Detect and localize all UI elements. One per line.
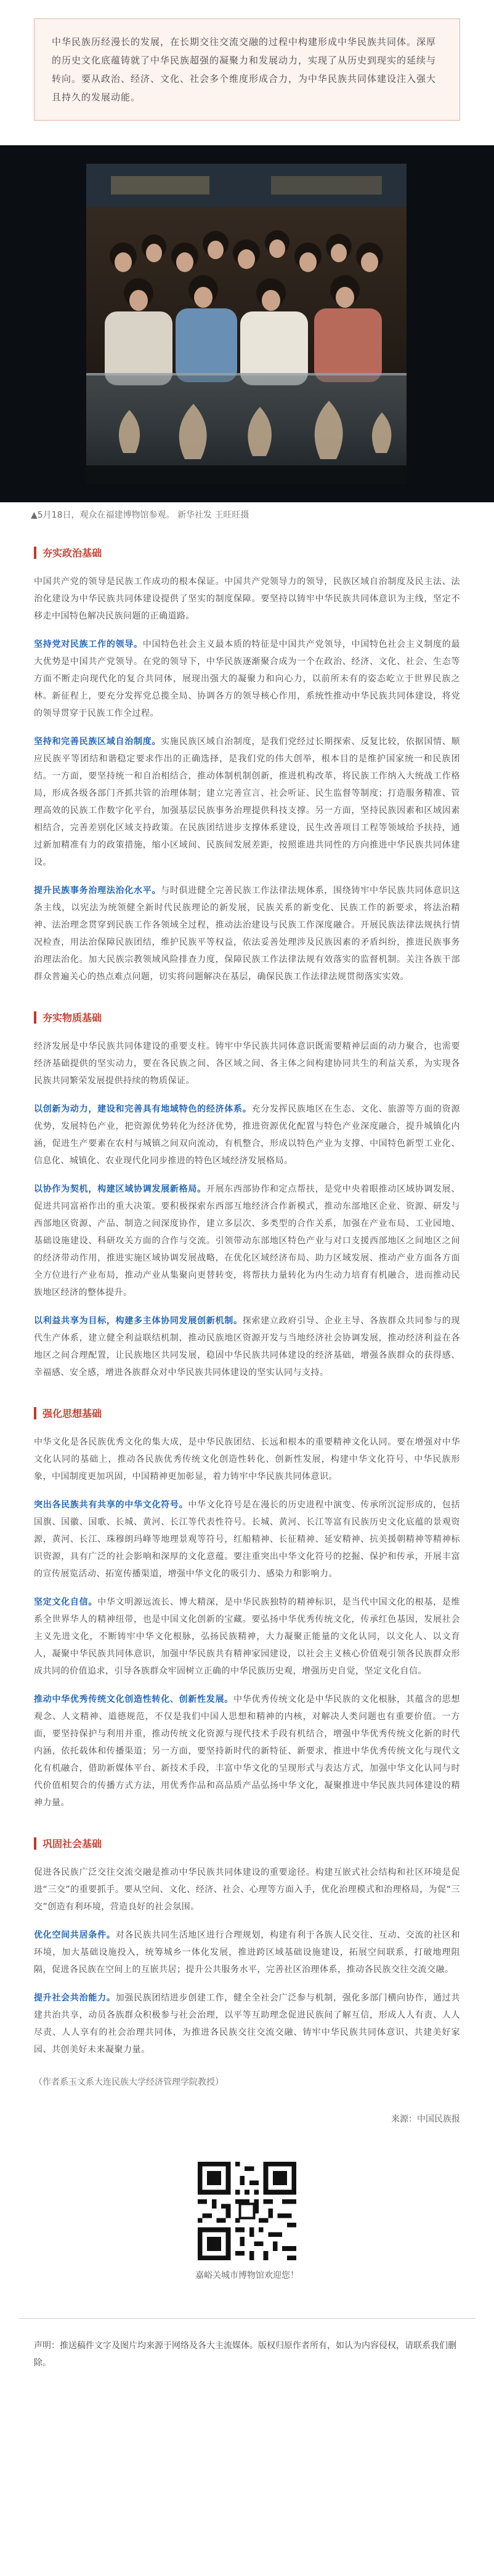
section-marker-icon bbox=[34, 1407, 36, 1419]
paragraph-lead: 以创新为动力，建设和完善具有地域特色的经济体系。 bbox=[34, 1104, 252, 1114]
paragraph bbox=[34, 573, 460, 625]
copyright-notice: 声明：推送稿件文字及图片均来源于网络及各大主流媒体。版权归原作者所有，如认为内容侵权，请联系我们删除。 bbox=[34, 2341, 456, 2368]
paragraph-text: 对各民族共同生活地区进行合理规划，构建有利于各族人民交往、互动、交流的社区和环境，加大基础设施投入，统筹城乡一体化发展，推进跨区域基础设施建设，拓展空间联系，打破地理阻隔，促进各民族在空间上的互嵌共居；提升公共服务水平，完善社区治理体系，推动各民族交往交流交融。 bbox=[34, 1930, 461, 1975]
paragraph bbox=[34, 882, 460, 985]
section-title: 巩固社会基础 bbox=[43, 1838, 102, 1850]
qr-code bbox=[198, 2162, 296, 2260]
paragraph-lead: 坚定文化自信。 bbox=[34, 1597, 98, 1607]
paragraph-text: 中华文化符号是在漫长的历史进程中演变、传承所沉淀形成的，包括国旗、国徽、国歌、长城、黄河、长江等代表性符号。长城、黄河、长江等富有民族历史文化底蕴的景观资源，黄河、长江、珠穆朗玛峰等地理景观等符号，红船精神、长征精神、延安精神、抗美援朝精神等精神标识资源，具有广泛的社会影响和深厚的文化意蕴。要注重突出中华文化符号的挖掘、保护和传承，开展丰富的宣传展览活动、拓宽传播渠道，增强中华文化的吸引力、感染力和影响力。 bbox=[34, 1500, 461, 1579]
section-heading bbox=[34, 1010, 460, 1024]
intro-text: 中华民族历经漫长的发展，在长期交往交流交融的过程中构建形成中华民族共同体。深厚的历史文化底蕴铸就了中华民族超强的凝聚力和发展动力，实现了从历史到现实的延续与转向。要从政治、经济、文化、社会多个维度形成合力，为中华民族共同体建设注入强大且持久的发展动能。 bbox=[52, 36, 437, 103]
article-sections bbox=[0, 545, 494, 2058]
photo-caption: ▲5月18日，观众在福建博物馆参观。 新华社发 王旺旺摄 bbox=[31, 510, 249, 520]
section-heading bbox=[34, 1406, 460, 1420]
paragraph-text: 中国特色社会主义最本质的特征是中国共产党领导，中国特色社会主义制度的最大优势是中国共产党领导。在党的领导下，中华民族逐渐聚合成为一个在政治、经济、文化、社会、生态等方面不断走向现代化的复合共同体，展现出强大的凝聚力和向心力，以前所未有的姿态屹立于世界民族之林。新征程上，要充分发挥党总揽全局、协调各方的领导核心作用，系统性推动中华民族共同体建设，将党的领导贯穿于民族工作全过程。 bbox=[34, 640, 461, 718]
paragraph-lead: 提升社会共治能力。 bbox=[34, 1993, 116, 2003]
section-marker-icon bbox=[34, 547, 36, 559]
section-title: 强化思想基础 bbox=[43, 1408, 102, 1419]
paragraph bbox=[34, 1594, 460, 1680]
paragraph-lead: 优化空间共居条件。 bbox=[34, 1930, 116, 1940]
section-title: 夯实物质基础 bbox=[43, 1012, 102, 1024]
paragraph-lead: 坚持和完善民族区域自治制度。 bbox=[34, 737, 161, 747]
divider bbox=[18, 2318, 476, 2319]
paragraph-text: 促进各民族广泛交往交流交融是推动中华民族共同体建设的重要途径。构建互嵌式社会结构和社区环境是促进“三交”的重要抓手。要从空间、文化、经济、社会、心理等方面入手，优化治理模式和治理格局，为促“三交”创造有利环境，营造良好的社会氛围。 bbox=[34, 1868, 460, 1912]
paragraph-text: 中国共产党的领导是民族工作成功的根本保证。中国共产党领导力的领导，民族区域自治制度及民主法、法治化建设为中华民族共同体建设提供了坚实的制度保障。要坚持以铸牢中华民族共同体意识为主线，坚定不移走中国特色解决民族问题的正确道路。 bbox=[34, 577, 460, 621]
paragraph-text: 实施民族区域自治制度，是我们党经过长期探索、反复比较，依据国情、顺应民族平等团结和谐稳定要求作出的正确选择，是我们党的伟大创举，根本目的是维护国家统一和民族团结。一方面，要坚持统一和自治相结合，推动体制机制创新，推进机构改革，将民族工作纳入大统战工作格局，形成各级各部门齐抓共管的治理体制；建立完善宣言、社会听证、民生监督等制度；打造服务精准、管理高效的民族工作数字化平台，加强基层民族事务治理提供科技支撑。另一方面，坚持民族因素和区域因素相结合，完善差别化区域支持政策。在民族团结进步支撑体系建设，民生改善项目工程等领域给予扶持，通过新加精准有力的政策措施，缩小区域间、民族间发展差距，按照谁进共同性的方向推进中华民族共同体建设。 bbox=[34, 737, 461, 867]
section bbox=[34, 1010, 460, 1381]
paragraph-lead: 坚持党对民族工作的领导。 bbox=[34, 640, 143, 649]
paragraph-lead: 推动中华优秀传统文化创造性转化、创新性发展。 bbox=[34, 1695, 234, 1704]
paragraph bbox=[34, 1496, 460, 1583]
paragraph bbox=[34, 733, 460, 871]
section bbox=[34, 1406, 460, 1812]
paragraph bbox=[34, 1038, 460, 1089]
author-note: （作者系玉文系大连民族大学经济管理学院教授） bbox=[34, 2077, 224, 2087]
paragraph-text: 中华文化是各民族优秀文化的集大成，是中华民族团结、长远和根本的重要精神文化认同。要在增强对中华文化认同的基础上，推动各民族优秀传统文化创造性转化、创新性发展，构建中华文化符号、中华民族形象，中国制度更加巩固，中国精神更加彰显，着力铸牢中华民族共同体意识。 bbox=[34, 1437, 460, 1482]
paragraph-text: 中华优秀传统文化是中华民族的文化根脉，其蕴含的思想观念、人文精神、道德规范，不仅是我们中国人思想和精神的内核，对解决人类问题也有重要价值。一方面，要坚持保护与利用并重，推动传统文化资源与现代技术手段有机结合，增强中华优秀传统文化新的时代内涵，依托载体和传播渠道；另一方面，要坚持新时代的新特征、新要求，推进中华优秀传统文化与现代文化有机融合，借助新媒体平台、新技术手段，丰富中华文化的呈现形式与表达方式，加强中华文化认同与时代价值相契合的传播方式方法，用优秀作品和高品质产品弘扬中华文化，凝聚推进中华民族共同体建设的精神力量。 bbox=[34, 1695, 461, 1808]
paragraph-text: 开展东西部协作和定点帮扶，是党中央着眼推动区域协调发展、促进共同富裕作出的重大决策。要积极探索东西部互地经济合作新模式，推动东部地区企业、资源、研发与西部地区资源、产品、制造之间深度协作，建立多层次、多类型的合作关系，加强在产业布局、工业园地、基础设施建设、科研攻关方面的合作与交流。引领带动东部地区特色产业与对口支援西部地区之间地区之间的经济带动作用，推进实施区域协调发展战略，在优化区域经济布局、助力区域发展、推动产业方面各方面全方位进行产业布局，推动产业从集聚向更替转变，将帮扶力量转化为内生动力培育有机融合，进而推动民族地区经济的整体提升。 bbox=[34, 1184, 461, 1298]
qr-caption: 嘉峪关城市博物馆欢迎您！ bbox=[195, 2271, 299, 2281]
paragraph-text: 中华文明源远流长、博大精深，是中华民族独特的精神标识，是当代中国文化的根基，是维系全世界华人的精神纽带，也是中国文化创新的宝藏。要弘扬中华优秀传统文化，传承红色基因，发展社会主义先进文化，不断铸牢中华文化根脉，弘扬民族精神，大力凝聚正能量的文化认同，以文化人、以文育人，凝聚中华民族共同体意识，加强中华民族共有精神家园建设，以社会主义核心价值观引领各民族群众形成共同的价值追求，引导各族群众牢固树立正确的中华民族历史观，增强历史自觉，坚定文化自信。 bbox=[34, 1597, 461, 1676]
paragraph-text: 经济发展是中华民族共同体建设的重要支柱。铸牢中华民族共同体意识既需要精神层面的动力聚合，也需要经济基础提供的坚实动力，要在各民族之间、各区域之间、各主体之间构建协同共生的利益关系，为实现各民族共同繁荣发展提供持续的物质保证。 bbox=[34, 1041, 460, 1086]
section bbox=[34, 545, 460, 985]
section bbox=[34, 1836, 460, 2058]
paragraph bbox=[34, 1312, 460, 1381]
paragraph bbox=[34, 636, 460, 722]
paragraph bbox=[34, 1989, 460, 2058]
paragraph-lead: 以利益共享为目标，构建多主体协同发展创新机制。 bbox=[34, 1316, 243, 1326]
paragraph-lead: 提升民族事务治理法治化水平。 bbox=[34, 886, 161, 896]
paragraph-lead: 以协作为契机，构建区域协调发展新格局。 bbox=[34, 1184, 206, 1194]
intro-box bbox=[34, 18, 460, 121]
section-heading bbox=[34, 545, 460, 560]
qr-code-icon bbox=[198, 2162, 296, 2260]
paragraph bbox=[34, 1864, 460, 1916]
museum-photo bbox=[0, 145, 494, 502]
paragraph-text: 探索建立政府引导、企业主导、各族群众共同参与的现代生产体系，建立健全利益联结机制，推动民族地区资源开发与当地经济社会协调发展，推动经济利益在各地区之间合理配置，让民族地区共同发展，稳固中华民族共同体建设的经济基础，增强各族群众的获得感、幸福感、安全感，增进各族群众对中华民族共同体建设的坚实认同与支持。 bbox=[34, 1316, 460, 1378]
paragraph-lead: 突出各民族共有共享的中华文化符号。 bbox=[34, 1500, 188, 1510]
paragraph-text: 与时俱进健全完善民族工作法律法规体系，围绕铸牢中华民族共同体意识这条主线，以宪法为统领健全新时代民族理论的新发展，民族关系的新变化、民族工作的新要求，将法治精神、法治理念贯穿到民族工作各领域全过程，推动法治建设与民族工作深度融合。开展民族法律法规执行情况检查，用法治保障民族团结，维护民族平等权益，依法妥善处理涉及民族因素的矛盾纠纷，推进民族事务治理法治化。加大民族宗教领域风险排查力度，保障民族工作法律法规有效落实的监督机制。关注各族干部群众普遍关心的热点难点问题，切实将问题解决在基层，确保民族工作法律法规贯彻落实实效。 bbox=[34, 886, 461, 982]
section-marker-icon bbox=[34, 1011, 36, 1024]
paragraph-text: 加强民族团结进步创建工作，健全全社会广泛参与机制，强化多部门横向协作，通过共建共治共享，动员各族群众积极参与社会治理，以平等互助理念促进民族间了解互信，形成人人有责、人人尽责、人人享有的社会治理共同体，为推进各民族交往交流交融、铸牢中华民族共同体意识、共建美好家园、共创美好未来凝聚力量。 bbox=[34, 1993, 461, 2055]
source-line: 来源：中国民族报 bbox=[391, 2114, 460, 2124]
paragraph bbox=[34, 1181, 460, 1301]
section-title: 夯实政治基础 bbox=[43, 547, 102, 559]
paragraph-text: 充分发挥民族地区在生态、文化、旅游等方面的资源优势，发展特色产业，把资源优势转化为经济优势，推进资源优化配置与特色产业深度融合，提升城镇化内涵，促进生产要素在农村与城镇之间双向流动，有机整合，形成以特色产业为支撑、中国特色新型工业化、信息化、城镇化、农业现代化同步推进的特色区域经济发展格局。 bbox=[34, 1104, 461, 1166]
paragraph bbox=[34, 1927, 460, 1978]
section-heading bbox=[34, 1836, 460, 1850]
section-marker-icon bbox=[34, 1837, 36, 1850]
museum-visitors-illustration bbox=[86, 164, 407, 484]
paragraph bbox=[34, 1434, 460, 1485]
paragraph bbox=[34, 1691, 460, 1812]
paragraph bbox=[34, 1101, 460, 1170]
